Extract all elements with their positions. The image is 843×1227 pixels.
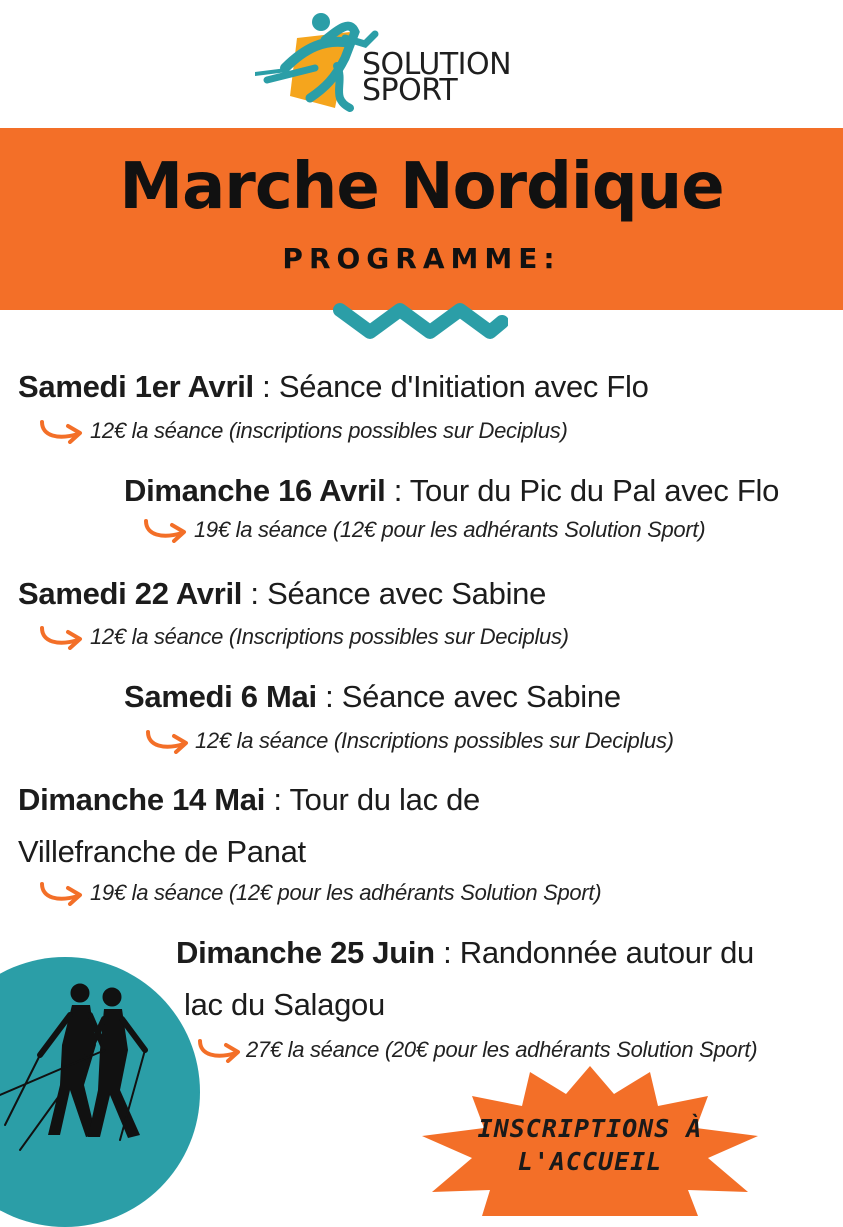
event-date: Samedi 1er Avril — [18, 369, 254, 404]
event-date: Dimanche 14 Mai — [18, 782, 266, 817]
zigzag-decoration — [332, 300, 508, 344]
event-description-cont: Villefranche de Panat — [18, 834, 306, 869]
cta-line-1: INSCRIPTIONS À — [477, 1114, 703, 1143]
event-description: Tour du Pic du Pal avec Flo — [409, 473, 780, 508]
event-item — [176, 927, 754, 1031]
event-description-cont: lac du Salagou — [184, 987, 385, 1022]
event-price: 12€ la séance (inscriptions possibles sur Deciplus) — [90, 418, 568, 443]
arrow-icon — [142, 517, 190, 543]
event-separator: : — [316, 679, 342, 714]
event-separator: : — [434, 935, 460, 970]
event-description: Séance d'Initiation avec Flo — [278, 369, 649, 404]
event-separator: : — [385, 473, 410, 508]
event-date: Samedi 22 Avril — [18, 576, 243, 611]
page-subtitle: PROGRAMME: — [282, 242, 561, 275]
event-item — [18, 361, 649, 413]
event-date: Samedi 6 Mai — [124, 679, 317, 714]
logo-text — [362, 47, 512, 108]
event-separator: : — [265, 782, 290, 817]
page-title: Marche Nordique — [119, 150, 724, 224]
event-description: Séance avec Sabine — [267, 576, 547, 611]
event-price: 27€ la séance (20€ pour les adhérants Solution Sport) — [246, 1037, 758, 1062]
registration-callout — [470, 1112, 710, 1178]
event-price: 12€ la séance (Inscriptions possibles sur Deciplus) — [90, 624, 569, 649]
event-separator: : — [242, 576, 268, 611]
arrow-icon — [38, 880, 86, 906]
arrow-icon — [196, 1037, 244, 1063]
arrow-icon — [38, 624, 86, 650]
event-description: Randonnée autour du — [459, 935, 754, 970]
event-item — [18, 774, 480, 878]
event-item — [18, 568, 546, 620]
event-separator: : — [253, 369, 279, 404]
logo-line-1: SOLUTION — [362, 47, 512, 82]
event-description: Tour du lac de — [289, 782, 480, 817]
event-price: 19€ la séance (12€ pour les adhérants Solution Sport) — [194, 517, 706, 542]
nordic-walkers-icon — [0, 975, 200, 1165]
event-item — [124, 671, 621, 723]
cta-line-2: L'ACCUEIL — [517, 1147, 663, 1176]
event-date: Dimanche 25 Juin — [176, 935, 435, 970]
event-date: Dimanche 16 Avril — [124, 473, 386, 508]
logo-line-2: SPORT — [362, 73, 458, 108]
event-price: 12€ la séance (Inscriptions possibles sur Deciplus) — [195, 728, 674, 753]
event-item — [124, 465, 779, 517]
event-description: Séance avec Sabine — [341, 679, 621, 714]
arrow-icon — [38, 418, 86, 444]
event-price: 19€ la séance (12€ pour les adhérants Solution Sport) — [90, 880, 602, 905]
arrow-icon — [144, 728, 192, 754]
